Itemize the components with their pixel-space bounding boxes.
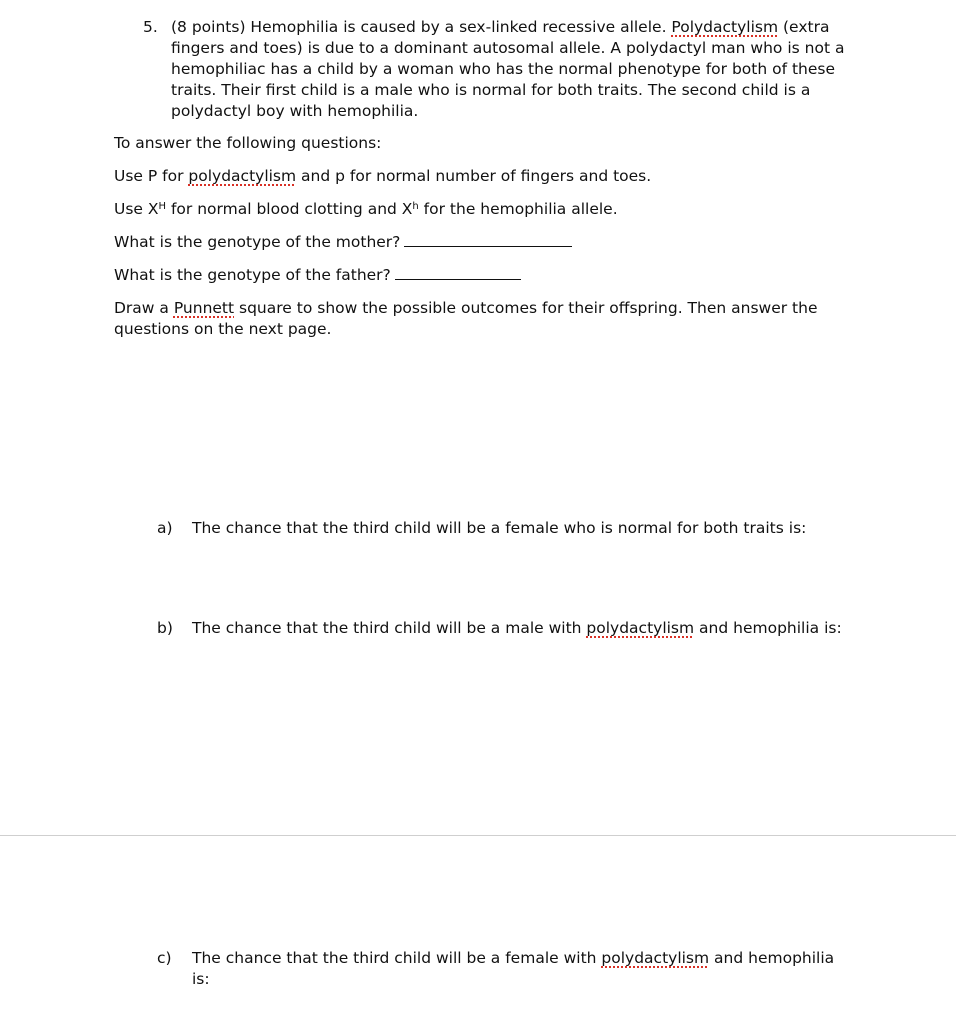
instruction-p-pre: Use P for [114,167,189,185]
punnett-instruction-line1 [114,298,818,319]
part-c-pre: The chance that the third child will be a female with [192,949,602,967]
punnett-instruction-post: square to show the possible outcomes for their offspring. Then answer the [234,299,818,317]
instruction-p-post: and p for normal number of fingers and toes. [296,167,652,185]
punnett-instruction-pre: Draw a [114,299,174,317]
part-a [157,518,857,539]
superscript-H: H [158,201,167,212]
part-b-text [192,618,857,639]
father-genotype-blank[interactable] [395,265,521,280]
misspelled-word-polydactylism: polydactylism [601,949,710,967]
instruction-x-mid: for normal blood clotting and X [166,200,413,218]
part-b [157,618,857,639]
question-5 [143,17,863,122]
page-break-divider [0,835,956,836]
instruction-x-pre: Use X [114,200,159,218]
part-a-label: a) [157,519,173,537]
misspelled-word-punnett: Punnett [173,299,235,317]
mother-genotype-question [114,232,572,253]
question-number: 5. [143,18,158,36]
part-c-label: c) [157,949,172,967]
part-a-text: The chance that the third child will be a female who is normal for both traits is: [192,519,807,537]
mother-genotype-label: What is the genotype of the mother? [114,233,401,251]
part-b-pre: The chance that the third child will be a male with [192,619,587,637]
question-text-part2: (extra fingers and toes) is due to a dominant autosomal allele. A polydactyl man who is not a hemophiliac has a child by a woman who has the normal phenotype for both of these traits. Their first child is a male who is normal for both traits. The second child is a polydactyl boy with hemophilia. [171,18,845,120]
misspelled-word-polydactylism: Polydactylism [671,18,779,36]
superscript-h: h [412,201,419,212]
punnett-instruction-line2: questions on the next page. [114,320,332,338]
mother-genotype-blank[interactable] [404,232,572,247]
instruction-x-post: for the hemophilia allele. [418,200,618,218]
misspelled-word-polydactylism: polydactylism [188,167,297,185]
part-c [157,948,847,990]
instruction-p-allele [114,166,651,187]
instructions-intro: To answer the following questions: [114,134,382,152]
father-genotype-question [114,265,521,286]
question-text [171,17,863,122]
part-b-label: b) [157,619,173,637]
misspelled-word-polydactylism: polydactylism [586,619,695,637]
part-c-post: and hemophilia is: [192,949,835,988]
instruction-x-allele [114,199,618,220]
question-text-part1: (8 points) Hemophilia is caused by a sex-linked recessive allele. [171,18,672,36]
part-b-post: and hemophilia is: [694,619,842,637]
part-c-text [192,948,847,990]
father-genotype-label: What is the genotype of the father? [114,266,391,284]
